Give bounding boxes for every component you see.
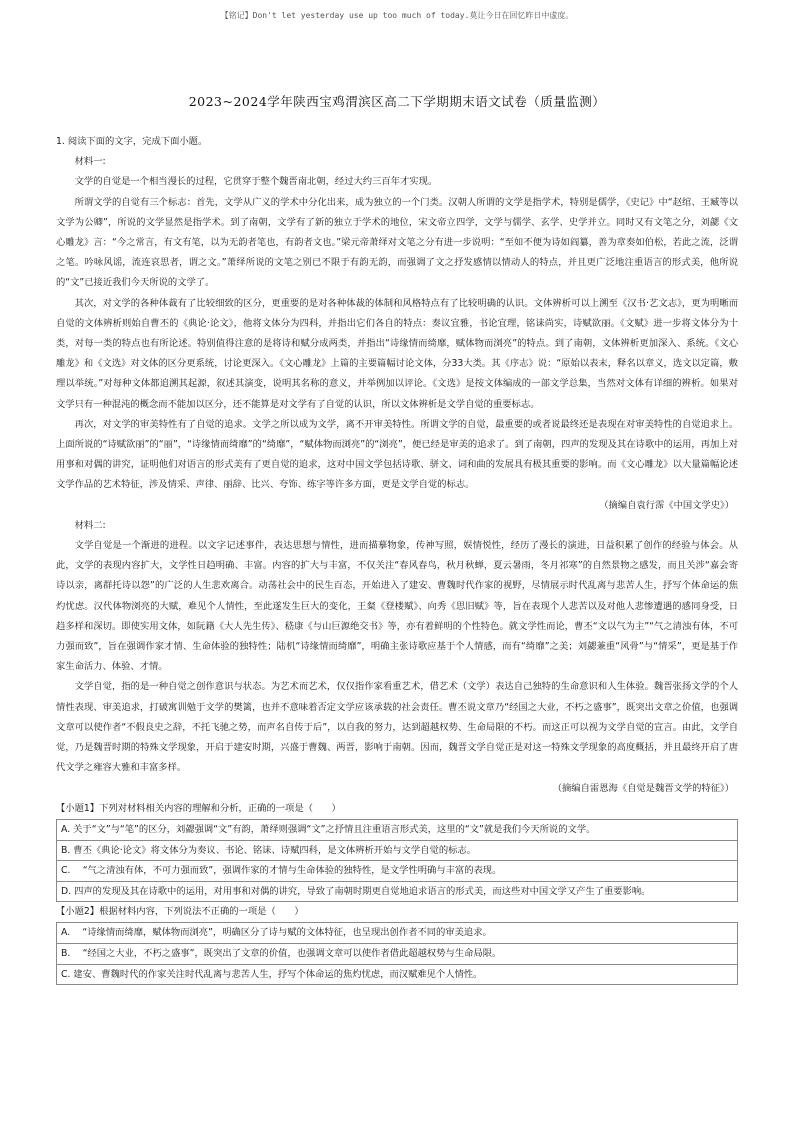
material-2-label: 材料二:	[74, 519, 106, 531]
option-c[interactable]: C. “气之清浊有体，不可力强而致”，强调作家的才情与生命体验的独特性，是文学性明确与丰富的表现。	[56, 861, 738, 882]
material-2-paragraph: 文学自觉，指的是一种自觉之创作意识与状态。为艺术而艺术，仅仅指作家看重艺术，借艺术（文学）表达自己独特的生命意识和人生体验。魏晋张扬文学的个人情性表现、审美追求，打破寓训勉于文学的樊篱，也并不意味着否定文学应该承载的社会责任。曹丕说文章乃“经国之大业，不朽之盛事”，既突出文章之价值，也强调文章可以使作者“不假良史之辞，不托飞驰之势，而声名自传于后”，以自我的努力，达到超越权势、生命局限的不朽。而这正可以视为文学自觉的宣言。由此，文学自觉，乃是魏晋时期的特殊文学现象，开启于建安时期，兴盛于曹魏、两晋，影响于南朝。因而，魏晋文学自觉正是对这一特殊文学现象的高度概括，并且最终开启了唐代文学之雍容大雅和丰富多样。	[56, 681, 738, 774]
question-1-options	[56, 819, 738, 902]
question-2-options	[56, 922, 738, 985]
material-1-label: 材料一:	[74, 156, 106, 168]
material-2-source: （摘编自雷恩海《自觉是魏晋文学的特征》）	[552, 782, 734, 794]
material-1-source: （摘编自袁行霈《中国文学史》）	[599, 499, 734, 511]
material-2-paragraph: 文学自觉是一个渐进的进程。以文字记述事件，表达思想与情性，进而描摹物象，传神写照，娱情悦性，经历了漫长的演进，日益积累了创作的经验与体会。从此，文学的表现内容扩大，文学性日趋明确、丰富。内容的扩大与丰富，不仅关注“春风春鸟，秋月秋蝉，夏云暑雨，冬月祁寒”的自然景物之感发，而且关涉“嘉会寄诗以亲，离群托诗以怨”的广泛的人生悲欢离合。动荡社会中的民生百态，开始进入了建安、曹魏时代作家的视野，尽情展示时代乱离与悲苦人生，抒写个体命运的焦灼忧虑。汉代体物浏亮的大赋，难见个人情性，至此遂发生巨大的变化，王粲《登楼赋》、向秀《思旧赋》等，旨在表现个人悲苦以及对他人悲惨遭遇的感同身受，日趋多样和深切。即使实用文体，如阮籍《大人先生传》、嵇康《与山巨源绝交书》等，亦有着鲜明的个性特色。就文学性而论，曹丕“文以气为主”“气之清浊有体，不可力强而致”，旨在强调作家才情、生命体验的独特性；陆机“诗缘情而绮靡”，明确主张诗歌应基于个人情感，而有“绮靡”之美；刘勰兼重“风骨”与“情采”，更是基于作家生命活力、体验、才情。	[56, 540, 738, 673]
option-a[interactable]: A. 关于“文”与“笔”的区分，刘勰强调“文”有韵，萧绎则强调“文”之抒情且注重语言形式美，这里的“文”就是我们今天所说的文学。	[56, 819, 738, 841]
exam-content	[56, 132, 738, 985]
page-motto: 【铭记】Don't let yesterday use up too much of today.莫让今日在回忆昨日中虚度。	[220, 11, 574, 20]
option-a[interactable]: A. “诗缘情而绮靡，赋体物而浏亮”，明确区分了诗与赋的文体特征，也呈现出创作者不同的审美追求。	[56, 922, 738, 944]
material-1-paragraph: 所谓文学的自觉有三个标志：首先，文学从广义的学术中分化出来，成为独立的一个门类。汉朝人所谓的文学是指学术，特别是儒学，《史记》中“赵绾、王臧等以文学为公卿”，所说的文学显然是指学术。到了南朝，文学有了新的独立于学术的地位，宋文帝立四学，文学与儒学、玄学、史学并立。同时又有文笔之分，刘勰《文心雕龙》言：“今之常言，有文有笔，以为无韵者笔也，有韵者文也。”梁元帝萧绎对文笔之分有进一步说明：“至如不便为诗如阎纂，善为章奏如伯松，若此之流，泛谓之笔。吟咏风谣，流连哀思者，谓之文。”萧绎所说的文笔之别已不限于有韵无韵，而强调了文之抒发感情以情动人的特点，并且更广泛地注重语言的形式美，他所说的“文”已接近我们今天所说的文学了。	[56, 196, 738, 289]
material-1-paragraph: 再次，对文学的审美特性有了自觉的追求。文学之所以成为文学，离不开审美特性。所谓文学的自觉，最重要的或者说最终还是表现在对审美特性的自觉追求上。上面所说的“诗赋欲丽”的“丽”，“诗缘情而绮靡”的“绮靡”，“赋体物而浏亮”的“浏亮”，便已经是审美的追求了。到了南朝，四声的发现及其在诗歌中的运用，再加上对用事和对偶的讲究，证明他们对语言的形式美有了更自觉的追求，这对中国文学包括诗歌、骈文、词和曲的发展具有极其重要的影响。而《文心雕龙》以大量篇幅论述文学作品的艺术特征，涉及情采、声律、丽辞、比兴、夸饰、练字等许多方面，更是文学自觉的标志。	[56, 418, 738, 491]
section-instruction: 1. 阅读下面的文字，完成下面小题。	[56, 136, 208, 147]
option-b[interactable]: B. “经国之大业，不朽之盛事”，既突出了文章的价值，也强调文章可以使作者借此超越权势与生命局限。	[56, 944, 738, 965]
material-1-paragraph: 其次，对文学的各种体裁有了比较细致的区分，更重要的是对各种体裁的体制和风格特点有了比较明确的认识。文体辨析可以上溯至《汉书·艺文志》，更为明晰而自觉的文体辨析则始自曹丕的《典论·论文》，他将文体分为四科，并指出它们各自的特点：奏议宜雅，书论宜理，铭诔尚实，诗赋欲丽。《文赋》进一步将文体分为十类，对每一类的特点也有所论述。特别值得注意的是将诗和赋分成两类，并指出“诗缘情而绮靡，赋体物而浏亮”的特点。到了南朝，文体辨析更加深入、系统。《文心雕龙》和《文选》对文体的区分更系统，讨论更深入。《文心雕龙》上篇的主要篇幅讨论文体，分33大类。其《序志》说：“原始以表末，释名以章义，选文以定篇，敷理以举统。”对每种文体都追溯其起源，叙述其演变，说明其名称的意义，并举例加以评论。《文选》是按文体编成的一部文学总集，当然对文体有详细的辨析。如果对文学只有一种混沌的概念而不能加以区分，还不能算是对文学有了自觉的认识，所以文体辨析是文学自觉的重要标志。	[56, 297, 738, 410]
question-2-stem: 【小题2】根据材料内容，下列说法不正确的一项是（ ）	[56, 906, 304, 918]
exam-title: 2023~2024学年陕西宝鸡渭滨区高二下学期期末语文试卷（质量监测）	[188, 94, 606, 109]
option-c[interactable]: C. 建安、曹魏时代的作家关注时代乱离与悲苦人生，抒写个体命运的焦灼忧虑，而汉赋难见个人情性。	[56, 965, 738, 986]
option-b[interactable]: B. 曹丕《典论·论文》将文体分为奏议、书论、铭诔、诗赋四科，是文体辨析开始与文学自觉的标志。	[56, 841, 738, 862]
material-1-paragraph: 文学的自觉是一个相当漫长的过程，它贯穿于整个魏晋南北朝，经过大约三百年才实现。	[74, 176, 438, 188]
question-1-stem: 【小题1】下列对材料相关内容的理解和分析，正确的一项是（ ）	[56, 802, 341, 814]
option-d[interactable]: D. 四声的发现及其在诗歌中的运用，对用事和对偶的讲究，导致了南朝时期更自觉地追求语言的形式美，而这些对中国文学又产生了重要影响。	[56, 882, 738, 903]
